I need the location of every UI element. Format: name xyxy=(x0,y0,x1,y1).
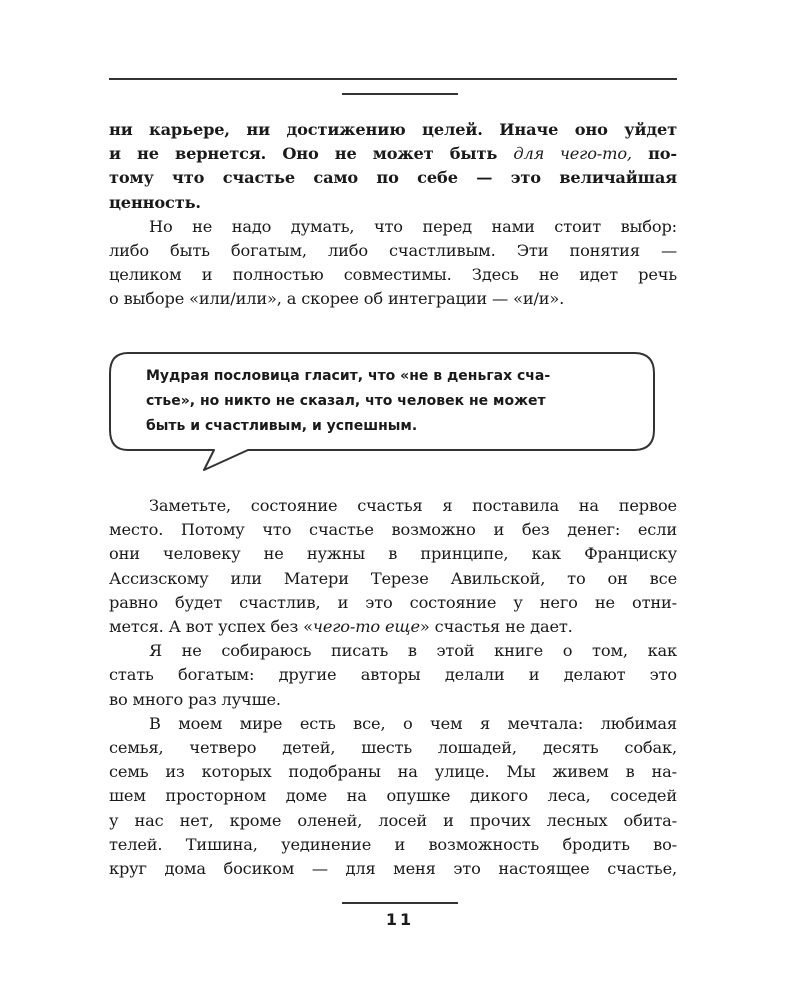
text-line xyxy=(109,263,677,287)
text-segment: семья, четверо детей, шесть лошадей, десять собак, xyxy=(109,738,677,758)
text-segment: во много раз лучше. xyxy=(109,689,281,709)
text-line xyxy=(109,639,677,663)
text-segment: Заметьте, состояние счастья я поставила на первое xyxy=(149,496,677,515)
text-line xyxy=(109,191,677,215)
text-segment: место. Потому что счастье возможно и без денег: если xyxy=(109,520,677,540)
footer-short-rule xyxy=(342,902,458,904)
text-line xyxy=(109,760,677,784)
text-line xyxy=(109,736,677,760)
text-line xyxy=(109,857,677,881)
text-segment: либо быть богатым, либо счастливым. Эти понятия — xyxy=(109,241,677,261)
text-segment: для чего-то, xyxy=(513,144,632,164)
page-number: 11 xyxy=(385,910,415,929)
text-segment: тому что счастье само по себе — это величайшая xyxy=(109,168,677,188)
text-segment: у нас нет, кроме оленей, лосей и прочих лесных обита- xyxy=(109,810,677,830)
text-line xyxy=(109,591,677,615)
text-segment: телей. Тишина, уединение и возможность бродить во- xyxy=(109,834,677,854)
quote-text xyxy=(146,364,616,439)
text-line xyxy=(109,712,677,736)
text-segment: и не вернется. Оно не может быть xyxy=(109,144,514,164)
text-segment: шем просторном доме на опушке дикого леса, соседей xyxy=(109,786,677,806)
text-segment: семь из которых подобраны на улице. Мы живем в на- xyxy=(109,762,677,782)
text-segment: Но не надо думать, что перед нами стоит выбор: xyxy=(149,216,677,236)
text-segment: мется. А вот успех без « xyxy=(109,617,313,637)
text-line xyxy=(109,784,677,808)
header-rule xyxy=(109,78,677,80)
text-segment: равно будет счастлив, и это состояние у него не отни- xyxy=(109,592,677,612)
text-line xyxy=(109,809,677,833)
text-line xyxy=(109,215,677,239)
header-short-rule xyxy=(342,93,458,95)
quote-line: Мудрая пословица гласит, что «не в деньгах сча- xyxy=(146,368,551,384)
text-segment: круг дома босиком — для меня это настоящее счастье, xyxy=(109,859,677,879)
text-segment: Я не собираюсь писать в этой книге о том, как xyxy=(149,641,677,661)
text-line xyxy=(109,688,677,712)
text-segment: по- xyxy=(631,144,677,164)
text-line xyxy=(109,615,677,639)
text-segment: ценность. xyxy=(109,192,201,212)
text-line xyxy=(109,166,677,190)
text-segment: они человеку не нужны в принципе, как Франциску xyxy=(109,544,677,564)
text-segment: » счастья не дает. xyxy=(419,617,573,637)
text-line xyxy=(109,518,677,542)
text-line xyxy=(109,663,677,687)
quote-line: быть и счастливым, и успешным. xyxy=(146,418,418,434)
text-segment: стать богатым: другие авторы делали и делают это xyxy=(109,665,677,685)
text-line xyxy=(109,833,677,857)
text-segment: ни карьере, ни достижению целей. Иначе оно уйдет xyxy=(109,120,677,139)
speech-bubble xyxy=(108,352,656,474)
text-block-bottom xyxy=(109,494,677,881)
quote-line: стье», но никто не сказал, что человек не может xyxy=(146,393,546,409)
text-segment: В моем мире есть все, о чем я мечтала: любимая xyxy=(149,713,677,733)
text-line xyxy=(109,142,677,166)
text-segment: целиком и полностью совместимы. Здесь не идет речь xyxy=(109,265,677,285)
text-line xyxy=(109,542,677,566)
text-segment: Ассизскому или Матери Терезе Авильской, то он все xyxy=(109,568,677,588)
text-line xyxy=(109,239,677,263)
text-line xyxy=(109,118,677,142)
text-segment: о выборе «или/или», а скорее об интеграции — «и/и». xyxy=(109,289,565,309)
text-line xyxy=(109,287,677,311)
text-line xyxy=(109,494,677,518)
text-line xyxy=(109,567,677,591)
text-segment: чего-то еще xyxy=(312,617,420,637)
text-block-top xyxy=(109,118,677,312)
